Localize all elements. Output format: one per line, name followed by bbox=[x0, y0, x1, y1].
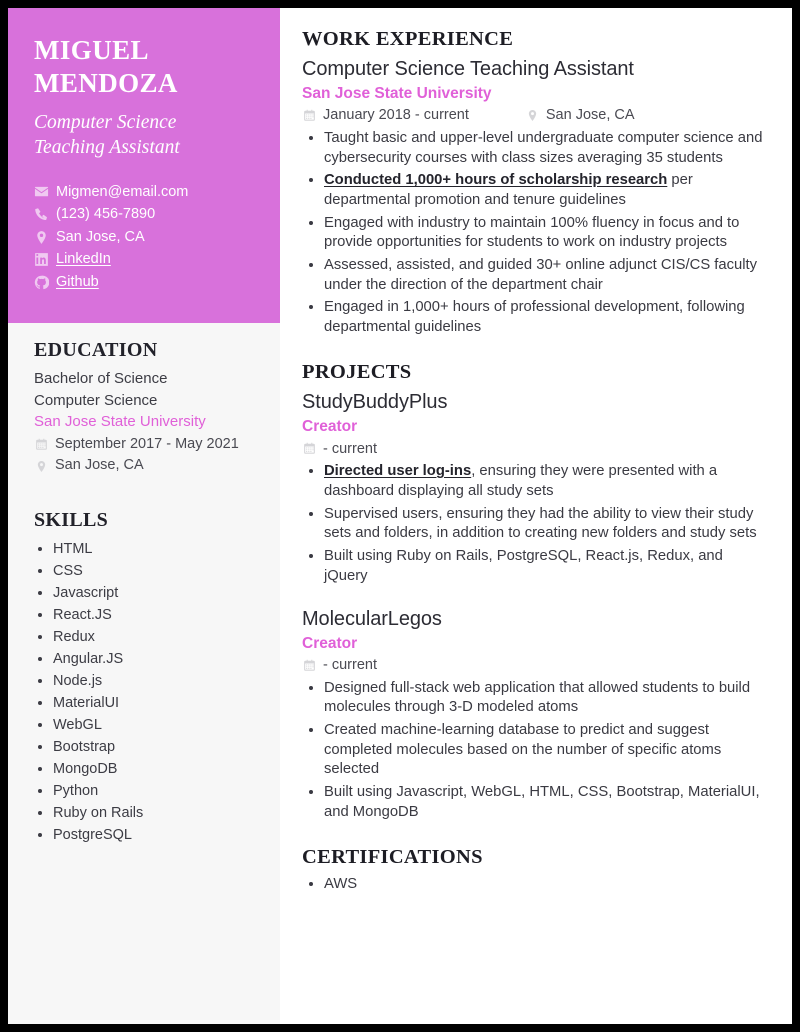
education-heading: EDUCATION bbox=[34, 339, 158, 362]
list-item bbox=[324, 297, 768, 339]
projects-heading: PROJECTS bbox=[302, 361, 412, 384]
contact-github-text: Github bbox=[56, 273, 99, 290]
project-dates-chunk bbox=[302, 657, 377, 673]
contact-email[interactable] bbox=[34, 181, 254, 204]
contact-linkedin[interactable] bbox=[34, 248, 254, 271]
candidate-title-line2: Teaching Assistant bbox=[34, 137, 180, 159]
contact-phone[interactable] bbox=[34, 203, 254, 226]
bullet-text: per departmental promotion and tenure guidelines bbox=[324, 172, 693, 208]
education-location: San Jose, CA bbox=[55, 457, 144, 474]
project-dates-chunk bbox=[302, 441, 377, 457]
candidate-last-name: MENDOZA bbox=[34, 67, 178, 98]
work-location-chunk bbox=[525, 107, 635, 123]
contact-github[interactable] bbox=[34, 271, 254, 294]
resume-page bbox=[8, 8, 792, 1024]
education-dates: September 2017 - May 2021 bbox=[55, 435, 239, 452]
work-location: San Jose, CA bbox=[545, 107, 635, 124]
project-entry bbox=[302, 606, 768, 824]
education-location-row bbox=[34, 455, 254, 477]
list-item bbox=[324, 720, 768, 782]
project-title: StudyBuddyPlus bbox=[302, 391, 448, 414]
calendar-icon bbox=[34, 437, 49, 452]
project-meta-row bbox=[302, 657, 768, 673]
project-meta-row bbox=[302, 441, 768, 457]
work-meta-row bbox=[302, 107, 768, 123]
list-item bbox=[324, 782, 768, 824]
list-item: • PostgreSQL bbox=[53, 824, 254, 846]
project-bullet-list bbox=[302, 677, 768, 824]
list-item: • MaterialUI bbox=[53, 692, 254, 714]
bullet-text: , ensuring they were presented with a dashboard displaying all study sets bbox=[324, 463, 718, 499]
contact-phone-text: (123) 456-7890 bbox=[56, 206, 156, 223]
list-item: • Javascript bbox=[53, 582, 254, 604]
bullet-text: Built using Ruby on Rails, PostgreSQL, React.js, Redux, and jQuery bbox=[324, 547, 723, 584]
list-item: • HTML bbox=[53, 538, 254, 560]
work-experience-heading: WORK EXPERIENCE bbox=[302, 28, 514, 50]
work-dates: January 2018 - current bbox=[323, 107, 469, 124]
list-item: • Node.js bbox=[53, 670, 254, 692]
contact-linkedin-text: LinkedIn bbox=[56, 251, 111, 268]
project-dates: - current bbox=[323, 657, 377, 674]
calendar-icon bbox=[302, 658, 317, 673]
certifications-heading: CERTIFICATIONS bbox=[302, 845, 483, 868]
list-item bbox=[324, 127, 768, 169]
list-item bbox=[324, 677, 768, 719]
education-dates-row bbox=[34, 434, 254, 456]
bullet-text: Supervised users, ensuring they had the ability to view their study sets and folders, in addition to creating new folders and study sets bbox=[324, 505, 757, 542]
github-icon bbox=[34, 275, 49, 290]
list-item: • CSS bbox=[53, 560, 254, 582]
education-degree: Bachelor of Science bbox=[34, 370, 168, 388]
skills-heading: SKILLS bbox=[34, 509, 109, 532]
work-employer: San Jose State University bbox=[302, 85, 492, 102]
contact-location-text: San Jose, CA bbox=[56, 228, 145, 245]
bullet-text: Built using Javascript, WebGL, HTML, CSS, Bootstrap, MaterialUI, and MongoDB bbox=[324, 784, 760, 820]
certifications-list bbox=[302, 874, 768, 897]
list-item: • Ruby on Rails bbox=[53, 802, 254, 824]
education-field: Computer Science bbox=[34, 391, 158, 409]
list-item: • Python bbox=[53, 780, 254, 802]
work-bullet-list bbox=[302, 127, 768, 339]
list-item bbox=[324, 255, 768, 297]
list-item: • React.JS bbox=[53, 604, 254, 626]
list-item: • Bootstrap bbox=[53, 736, 254, 758]
list-item bbox=[324, 212, 768, 254]
project-role: Creator bbox=[302, 418, 358, 436]
skills-list bbox=[34, 538, 254, 846]
location-pin-icon bbox=[525, 108, 540, 123]
bullet-bold: Directed user log-ins bbox=[324, 463, 472, 480]
contact-list bbox=[34, 181, 254, 294]
bullet-bold: Conducted 1,000+ hours of scholarship research bbox=[324, 172, 668, 189]
sidebar-header-block bbox=[8, 8, 280, 323]
project-dates: - current bbox=[323, 440, 377, 457]
location-pin-icon bbox=[34, 230, 49, 245]
list-item bbox=[324, 545, 768, 587]
list-item bbox=[324, 461, 768, 503]
calendar-icon bbox=[302, 108, 317, 123]
list-item: • WebGL bbox=[53, 714, 254, 736]
list-item bbox=[324, 503, 768, 545]
work-job-title: Computer Science Teaching Assistant bbox=[302, 58, 634, 80]
contact-email-text: Migmen@email.com bbox=[56, 183, 189, 200]
bullet-text: Taught basic and upper-level undergraduate computer science and cybersecurity courses with class sizes averaging 35 students bbox=[324, 129, 763, 166]
location-pin-icon bbox=[34, 459, 49, 474]
candidate-first-name: MIGUEL bbox=[34, 35, 149, 65]
sidebar bbox=[8, 8, 280, 1024]
contact-location bbox=[34, 226, 254, 249]
list-item: • Redux bbox=[53, 626, 254, 648]
work-dates-chunk bbox=[302, 107, 469, 123]
bullet-text: Created machine-learning database to predict and suggest completed molecules based on the number of specific atoms selected bbox=[324, 722, 722, 778]
calendar-icon bbox=[302, 441, 317, 456]
list-item: • MongoDB bbox=[53, 758, 254, 780]
bullet-text: Designed full-stack web application that allowed students to build molecules through 3-D modeled atoms bbox=[324, 679, 751, 716]
list-item: • Angular.JS bbox=[53, 648, 254, 670]
project-title: MolecularLegos bbox=[302, 607, 442, 630]
project-bullet-list bbox=[302, 461, 768, 588]
work-entry bbox=[302, 56, 768, 339]
education-school: San Jose State University bbox=[34, 413, 206, 431]
envelope-icon bbox=[34, 184, 49, 199]
bullet-text: Engaged in 1,000+ hours of professional development, following departmental guidelines bbox=[324, 299, 745, 336]
sidebar-body bbox=[8, 323, 280, 866]
bullet-text: Assessed, assisted, and guided 30+ online adjunct CIS/CS faculty under the direction of the department chair bbox=[324, 257, 758, 293]
project-role: Creator bbox=[302, 634, 358, 652]
candidate-title-line1: Computer Science bbox=[34, 111, 177, 133]
list-item: • AWS bbox=[324, 874, 768, 897]
project-entry bbox=[302, 389, 768, 588]
linkedin-icon bbox=[34, 252, 49, 267]
phone-icon bbox=[34, 207, 49, 222]
list-item bbox=[324, 170, 768, 212]
main-column bbox=[280, 8, 792, 1024]
bullet-text: Engaged with industry to maintain 100% fluency in focus and to provide opportunities for students to work on industry projects bbox=[324, 214, 740, 251]
